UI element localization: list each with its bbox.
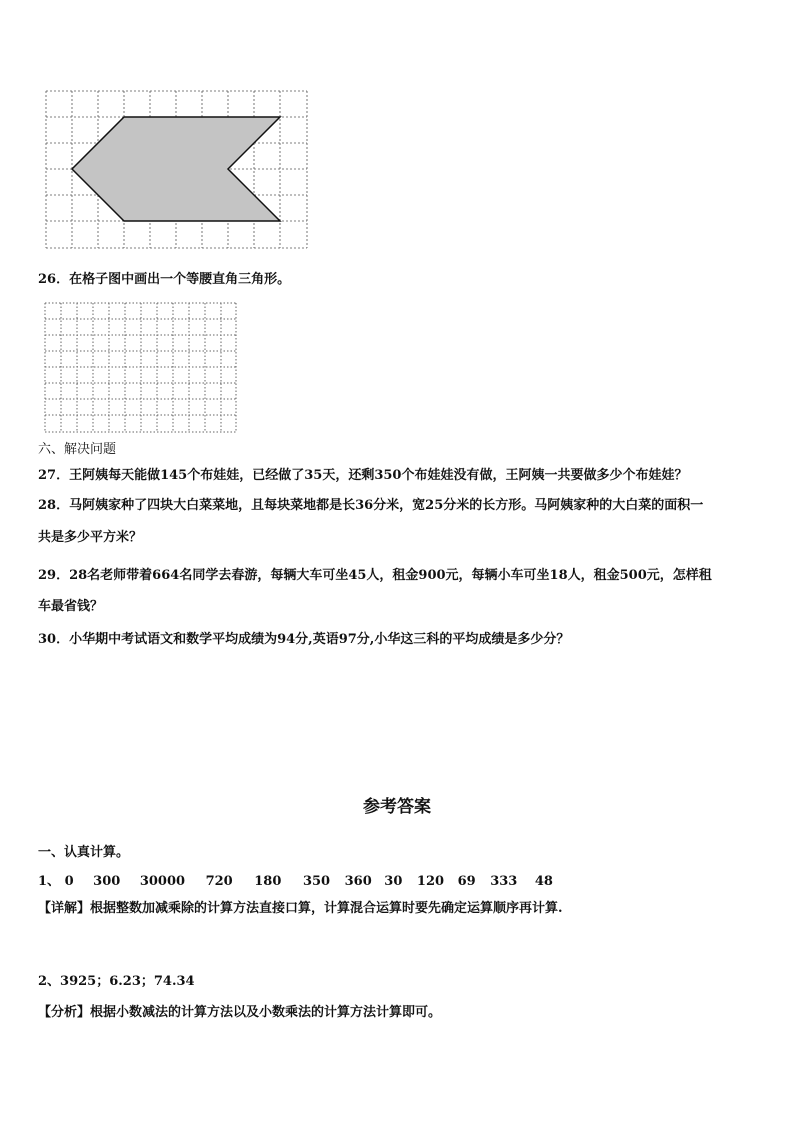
polygon-grid-figure	[44, 89, 312, 251]
answer-value: 333	[490, 874, 518, 889]
answer-value: 350	[302, 874, 331, 889]
answer-value: 720	[205, 874, 233, 889]
answer-1-values	[38, 870, 553, 889]
answers-title: 参考答案	[363, 797, 431, 817]
question-26: 26．在格子图中画出一个等腰直角三角形。	[38, 272, 291, 287]
answer-value: 300	[93, 874, 121, 889]
question-28-line2: 共是多少平方米？	[38, 530, 143, 545]
answer-2: 2、3925；6.23；74.34	[38, 974, 195, 989]
question-30: 30．小华期中考试语文和数学平均成绩为94分,英语97分,小华这三科的平均成绩是多少分？	[38, 632, 570, 647]
answer-value: 48	[534, 874, 553, 889]
answer-value: 360	[344, 874, 372, 889]
question-27: 27．王阿姨每天能做145个布娃娃，已经做了35天，还剩350个布娃娃没有做，王阿姨一共要做多少个布娃娃？	[38, 468, 688, 483]
answer-value: 120	[416, 874, 445, 889]
answer-value: 30	[384, 874, 403, 889]
question-29-line2: 车最省钱？	[38, 599, 104, 614]
answer-2-analysis: 【分析】根据小数减法的计算方法以及小数乘法的计算方法计算即可。	[38, 1005, 442, 1020]
answer-1-label: 1、	[38, 874, 61, 889]
answers-section-1: 一、认真计算。	[38, 845, 130, 860]
section-6-heading: 六、解决问题	[38, 442, 117, 457]
answer-value: 0	[64, 874, 74, 889]
answer-value: 30000	[139, 874, 186, 889]
question-29-line1: 29．28名老师带着664名同学去春游，每辆大车可坐45人，租金900元，每辆小车可坐18人，租金500元，怎样租	[38, 568, 712, 583]
dotted-grid	[43, 301, 239, 435]
shaded-polygon	[72, 117, 280, 221]
answer-value: 180	[254, 874, 282, 889]
answer-value: 69	[457, 874, 476, 889]
question-28-line1: 28．马阿姨家种了四块大白菜菜地，且每块菜地都是长36分米，宽25分米的长方形。马阿姨家种的大白菜的面积一	[38, 498, 704, 513]
answer-1-detail: 【详解】根据整数加减乘除的计算方法直接口算，计算混合运算时要先确定运算顺序再计算.	[38, 901, 563, 916]
